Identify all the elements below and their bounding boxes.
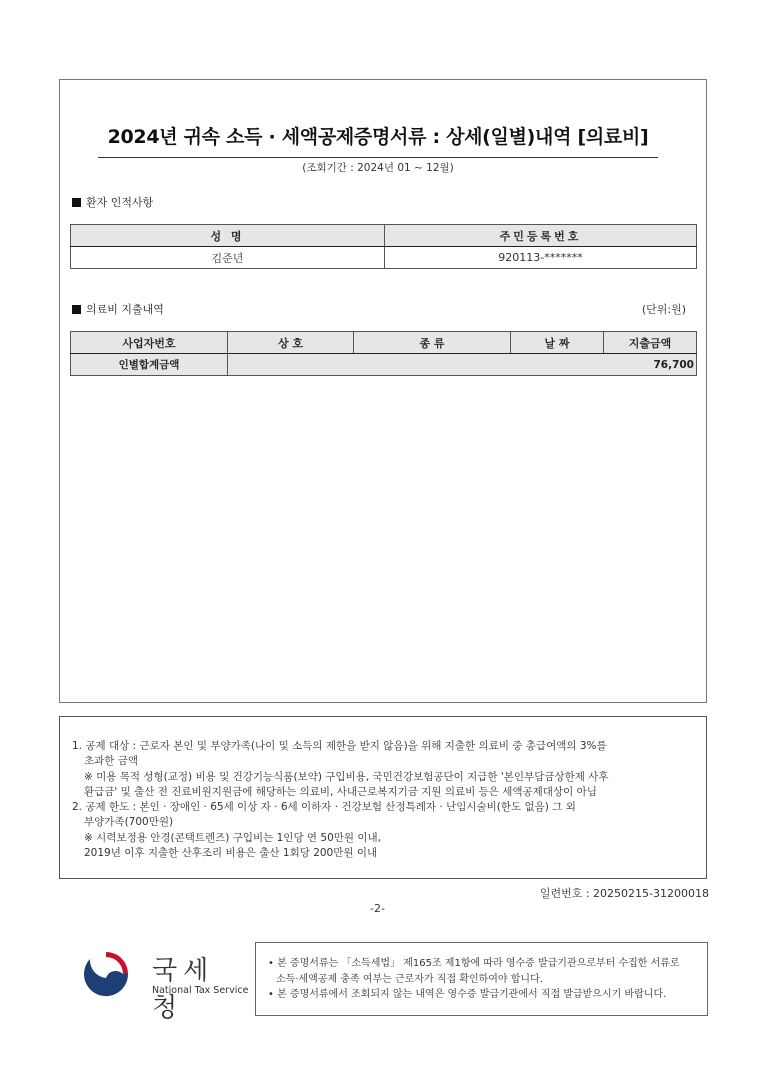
- col-date: 날 짜: [511, 332, 604, 354]
- table-row: [71, 247, 697, 269]
- expense-section-heading: [72, 301, 164, 317]
- col-resident-number: 주민등록번호: [385, 225, 697, 247]
- expense-table-header: [71, 332, 697, 354]
- notice-line: • 본 증명서류는 「소득세법」 제165조 제1항에 따라 영수증 발급기관으로부터 수집한 서류로: [268, 958, 680, 969]
- patient-section-label: 환자 인적사항: [86, 196, 154, 209]
- footer-notice: [255, 942, 708, 1016]
- patient-table: [70, 224, 697, 269]
- notice-line: 소득·세액공제 충족 여부는 근로자가 직접 확인하여야 합니다.: [276, 973, 543, 985]
- logo-english: National Tax Service: [152, 985, 249, 996]
- note-line: 부양가족(700만원): [84, 816, 174, 829]
- note-line: 초과한 금액: [84, 755, 139, 768]
- col-business-number: 사업자번호: [71, 332, 228, 354]
- patient-table-header: [71, 225, 697, 247]
- deduction-notes: [59, 716, 707, 879]
- serial-number: 일련번호 : 20250215-31200018: [539, 887, 709, 900]
- col-amount: 지출금액: [604, 332, 697, 354]
- col-name: 성 명: [71, 225, 385, 247]
- expense-section-label: 의료비 지출내역: [86, 303, 164, 316]
- total-label: 인별합계금액: [71, 354, 228, 376]
- nts-logo: [80, 948, 249, 1023]
- total-row: [71, 354, 697, 376]
- note-line: 2. 공제 한도 : 본인 · 장애인 · 65세 이상 자 · 6세 이하자 · 건강보험 산정특례자 · 난임시술비(한도 없음) 그 외: [72, 801, 576, 814]
- total-amount: 76,700: [228, 354, 697, 376]
- square-bullet-icon: [72, 198, 81, 207]
- note-line: ※ 미용 목적 성형(교정) 비용 및 건강기능식품(보약) 구입비용, 국민건강보험공단이 지급한 '본인부담금상한제 사후: [84, 770, 609, 783]
- patient-name: 김준년: [71, 247, 385, 269]
- nts-emblem-icon: [80, 948, 132, 1000]
- document-title: 2024년 귀속 소득 · 세액공제증명서류 : 상세(일별)내역 [의료비]: [98, 122, 658, 158]
- unit-label: (단위:원): [641, 303, 686, 316]
- note-line: 환급금' 및 출산 전 진료비원지원금에 해당하는 의료비, 사내근로복지기금 지원 의료비 등은 세액공제대상이 아님: [84, 785, 597, 798]
- notice-line: • 본 증명서류에서 조회되지 않는 내역은 영수증 발급기관에서 직접 발급받으시기 바랍니다.: [268, 989, 667, 1000]
- note-line: 2019년 이후 지출한 산후조리 비용은 출산 1회당 200만원 이내: [84, 847, 378, 860]
- patient-section-heading: [72, 194, 153, 210]
- note-line: ※ 시력보정용 안경(콘택트렌즈) 구입비는 1인당 연 50만원 이내,: [84, 831, 382, 844]
- page-number: -2-: [370, 902, 385, 915]
- document-frame: [59, 79, 707, 703]
- query-period: (조회기간 : 2024년 01 ~ 12월): [302, 162, 454, 174]
- note-line: 1. 공제 대상 : 근로자 본인 및 부양가족(나이 및 소득의 제한을 받지 않음)을 위해 지출한 의료비 중 총급여액의 3%를: [72, 740, 607, 752]
- expense-table: [70, 331, 697, 376]
- patient-resident-number: 920113-*******: [385, 247, 697, 269]
- col-type: 종 류: [354, 332, 511, 354]
- col-company-name: 상 호: [228, 332, 354, 354]
- logo-korean: 국세청: [152, 956, 215, 1023]
- square-bullet-icon: [72, 305, 81, 314]
